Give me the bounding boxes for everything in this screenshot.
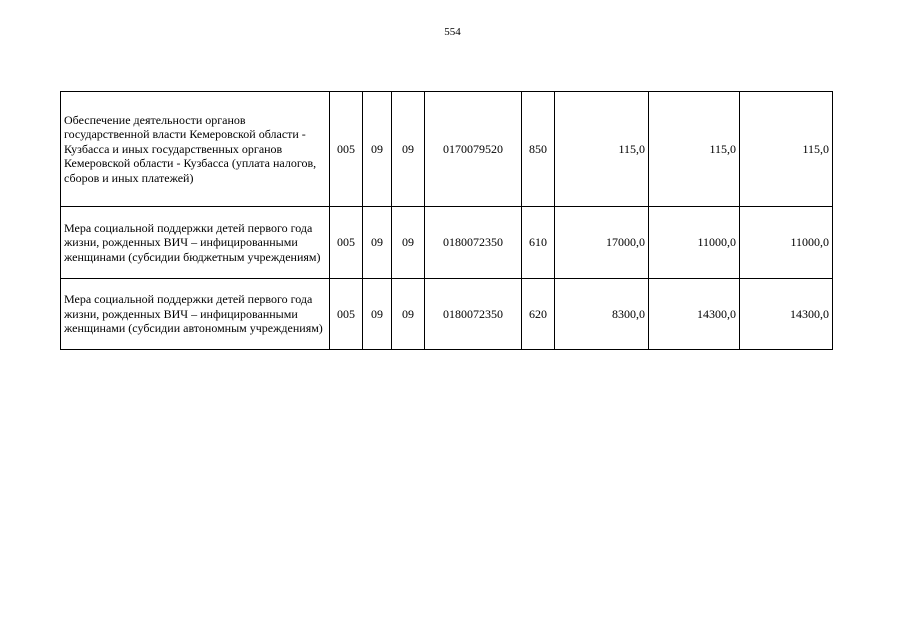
table-row bbox=[61, 279, 833, 350]
row-description: Обеспечение деятельности органов государственной власти Кемеровской области - Кузбасса и иных государственных органов Кемеровской области - Кузбасса (уплата налогов, сборов и иных платежей) bbox=[61, 92, 330, 207]
target-article-code: 0170079520 bbox=[425, 92, 522, 207]
ministry-code: 005 bbox=[330, 92, 363, 207]
amount-year-2: 14300,0 bbox=[649, 279, 740, 350]
subsection-code: 09 bbox=[392, 279, 425, 350]
amount-year-2: 115,0 bbox=[649, 92, 740, 207]
amount-year-1: 115,0 bbox=[555, 92, 649, 207]
amount-year-3: 14300,0 bbox=[740, 279, 833, 350]
row-description: Мера социальной поддержки детей первого года жизни, рожденных ВИЧ – инфицированными женщинами (субсидии бюджетным учреждениям) bbox=[61, 207, 330, 279]
target-article-code: 0180072350 bbox=[425, 279, 522, 350]
budget-table bbox=[60, 91, 833, 350]
table-row bbox=[61, 92, 833, 207]
expense-type-code: 610 bbox=[522, 207, 555, 279]
amount-year-1: 17000,0 bbox=[555, 207, 649, 279]
row-description: Мера социальной поддержки детей первого года жизни, рожденных ВИЧ – инфицированными женщинами (субсидии автономным учреждениям) bbox=[61, 279, 330, 350]
amount-year-1: 8300,0 bbox=[555, 279, 649, 350]
ministry-code: 005 bbox=[330, 207, 363, 279]
subsection-code: 09 bbox=[392, 92, 425, 207]
table-row bbox=[61, 207, 833, 279]
subsection-code: 09 bbox=[392, 207, 425, 279]
target-article-code: 0180072350 bbox=[425, 207, 522, 279]
page-number: 554 bbox=[444, 26, 461, 38]
amount-year-3: 11000,0 bbox=[740, 207, 833, 279]
expense-type-code: 620 bbox=[522, 279, 555, 350]
section-code: 09 bbox=[363, 207, 392, 279]
section-code: 09 bbox=[363, 92, 392, 207]
section-code: 09 bbox=[363, 279, 392, 350]
ministry-code: 005 bbox=[330, 279, 363, 350]
amount-year-2: 11000,0 bbox=[649, 207, 740, 279]
expense-type-code: 850 bbox=[522, 92, 555, 207]
amount-year-3: 115,0 bbox=[740, 92, 833, 207]
